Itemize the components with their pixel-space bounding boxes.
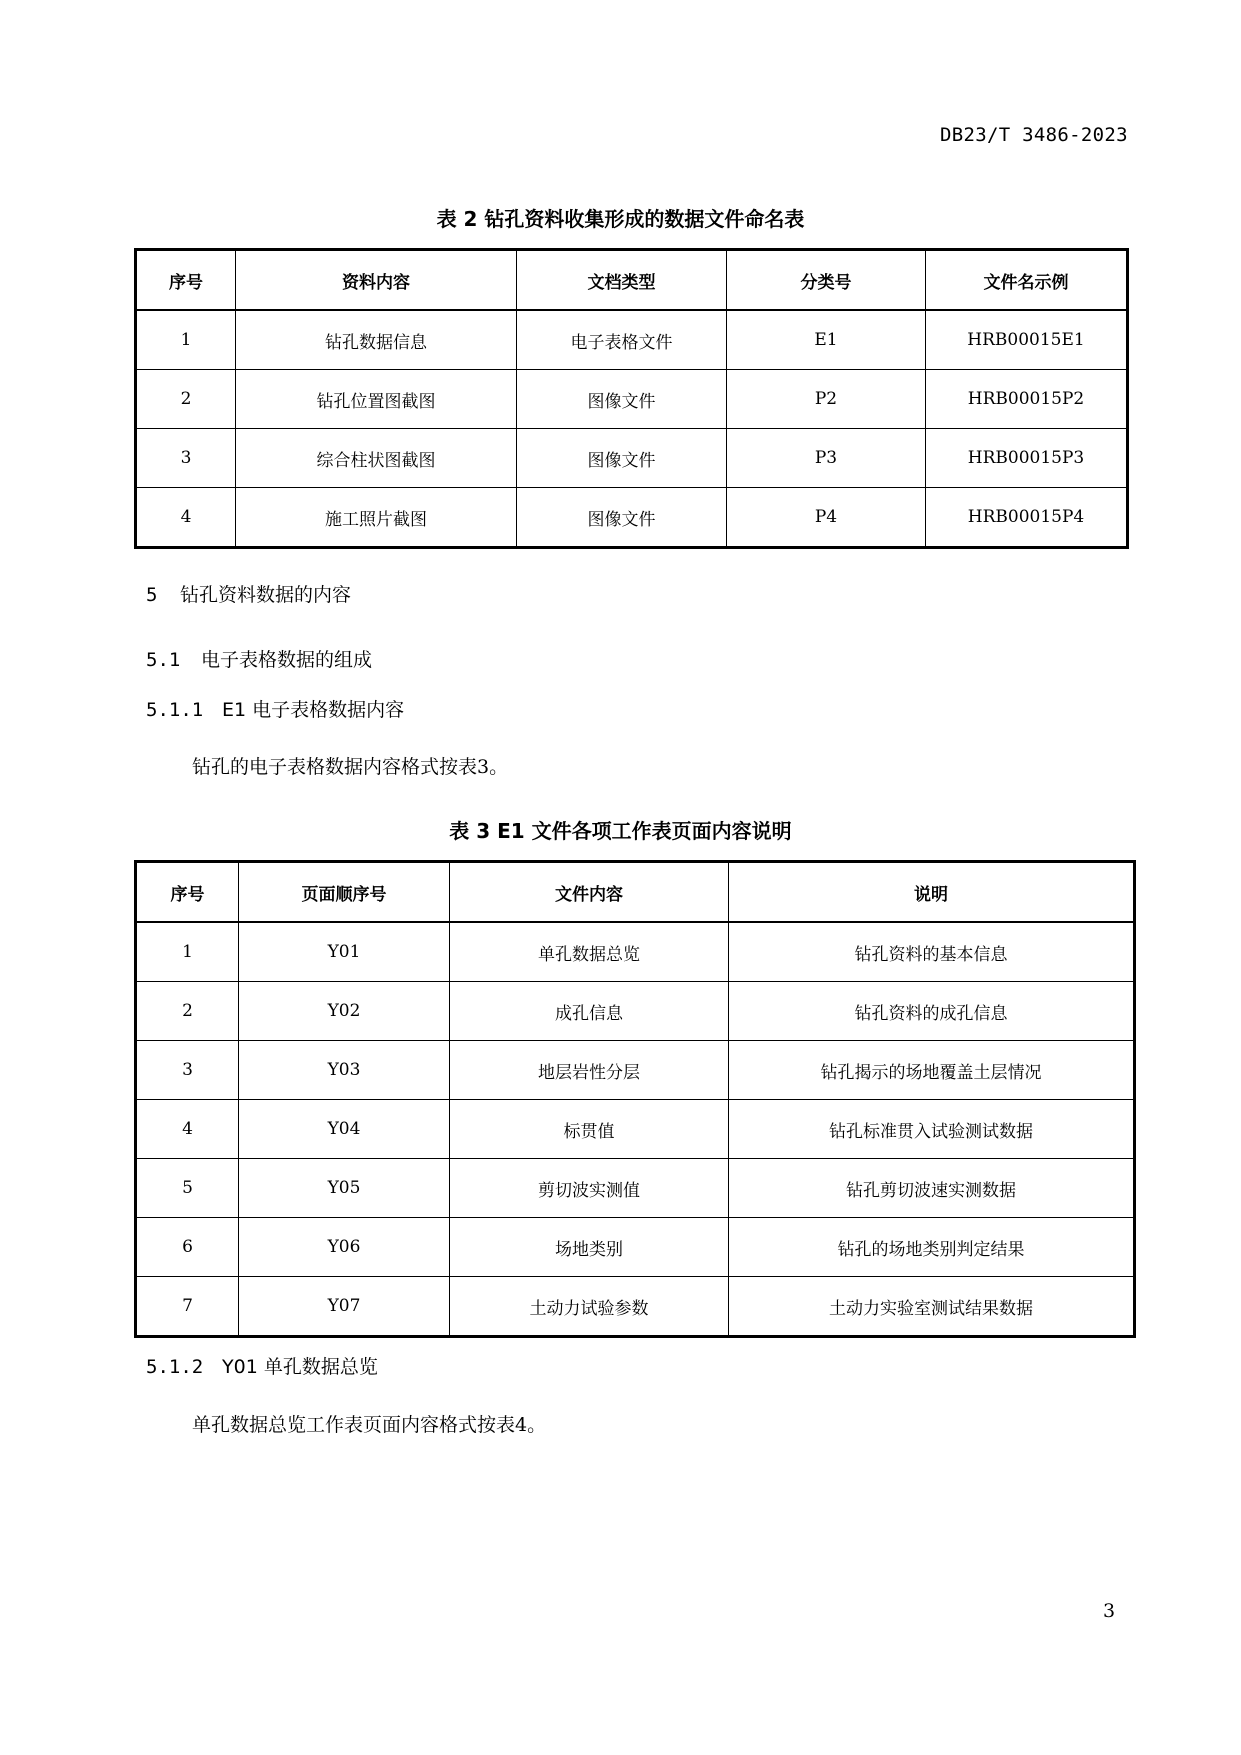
table-cell: 标贯值 — [450, 1100, 729, 1159]
table-cell: 4 — [136, 1100, 239, 1159]
table-row — [136, 1041, 1135, 1100]
table-cell: HRB00015P2 — [926, 370, 1128, 429]
table-cell: 钻孔位置图截图 — [236, 370, 517, 429]
section-title: 电子表格数据的组成 — [201, 649, 373, 671]
table-cell: 5 — [136, 1159, 239, 1218]
table-cell: 6 — [136, 1218, 239, 1277]
table2-header-cell: 资料内容 — [236, 250, 517, 311]
table-cell: P3 — [727, 429, 926, 488]
table-cell: 钻孔的场地类别判定结果 — [729, 1218, 1135, 1277]
table3-header-cell: 页面顺序号 — [239, 862, 450, 923]
paragraph: 钻孔的电子表格数据内容格式按表3。 — [192, 756, 509, 778]
table-cell: Y05 — [239, 1159, 450, 1218]
table2-header-cell: 文档类型 — [517, 250, 727, 311]
section-number: 5.1.1 — [146, 699, 204, 721]
table-cell: E1 — [727, 310, 926, 370]
section-title: E1 电子表格数据内容 — [222, 699, 405, 721]
table2-header-cell: 分类号 — [727, 250, 926, 311]
table-cell: 剪切波实测值 — [450, 1159, 729, 1218]
table-cell: 2 — [136, 370, 236, 429]
standard-code: DB23/T 3486-2023 — [940, 124, 1128, 146]
table-cell: 钻孔资料的基本信息 — [729, 922, 1135, 982]
table-row — [136, 1100, 1135, 1159]
table-cell: HRB00015E1 — [926, 310, 1128, 370]
table-cell: 土动力实验室测试结果数据 — [729, 1277, 1135, 1337]
section-5-1-heading — [146, 645, 372, 672]
table-cell: 施工照片截图 — [236, 488, 517, 548]
table-cell: P2 — [727, 370, 926, 429]
table-cell: HRB00015P4 — [926, 488, 1128, 548]
table3 — [134, 860, 1136, 1338]
paragraph: 单孔数据总览工作表页面内容格式按表4。 — [192, 1414, 547, 1436]
table-cell: Y02 — [239, 982, 450, 1041]
table-cell: 土动力试验参数 — [450, 1277, 729, 1337]
table-cell: 钻孔剪切波速实测数据 — [729, 1159, 1135, 1218]
table-cell: 图像文件 — [517, 370, 727, 429]
table3-header-cell: 序号 — [136, 862, 239, 923]
table-row — [136, 922, 1135, 982]
table-cell: 4 — [136, 488, 236, 548]
section-5-1-2-heading — [146, 1352, 378, 1379]
table-cell: 3 — [136, 1041, 239, 1100]
table2-caption: 表 2 钻孔资料收集形成的数据文件命名表 — [436, 207, 805, 231]
table-cell: 1 — [136, 310, 236, 370]
table-row — [136, 982, 1135, 1041]
table2 — [134, 248, 1129, 549]
table-cell: 单孔数据总览 — [450, 922, 729, 982]
section-5-1-1-heading — [146, 695, 404, 722]
page-number: 3 — [1103, 1600, 1116, 1622]
table-cell: P4 — [727, 488, 926, 548]
table2-header-cell: 序号 — [136, 250, 236, 311]
table-cell: Y01 — [239, 922, 450, 982]
table-row — [136, 1218, 1135, 1277]
table-cell: 2 — [136, 982, 239, 1041]
table3-header-cell: 文件内容 — [450, 862, 729, 923]
section-title: Y01 单孔数据总览 — [222, 1356, 378, 1378]
table-cell: Y04 — [239, 1100, 450, 1159]
table-row — [136, 429, 1128, 488]
table3-header-row — [136, 862, 1135, 923]
table2-header-row — [136, 250, 1128, 311]
table-cell: Y07 — [239, 1277, 450, 1337]
table3-header-cell: 说明 — [729, 862, 1135, 923]
section-title: 钻孔资料数据的内容 — [180, 584, 352, 606]
table-row — [136, 488, 1128, 548]
table-cell: 综合柱状图截图 — [236, 429, 517, 488]
table-cell: 3 — [136, 429, 236, 488]
section-number: 5.1.2 — [146, 1356, 204, 1378]
table-cell: 钻孔揭示的场地覆盖土层情况 — [729, 1041, 1135, 1100]
table-cell: 7 — [136, 1277, 239, 1337]
table-cell: 1 — [136, 922, 239, 982]
table2-header-cell: 文件名示例 — [926, 250, 1128, 311]
table-cell: Y06 — [239, 1218, 450, 1277]
section-number: 5.1 — [146, 649, 181, 671]
table-cell: 电子表格文件 — [517, 310, 727, 370]
table-cell: Y03 — [239, 1041, 450, 1100]
table-row — [136, 310, 1128, 370]
table-row — [136, 370, 1128, 429]
table-row — [136, 1277, 1135, 1337]
table-cell: 图像文件 — [517, 488, 727, 548]
table-cell: 成孔信息 — [450, 982, 729, 1041]
table-cell: 场地类别 — [450, 1218, 729, 1277]
table3-caption: 表 3 E1 文件各项工作表页面内容说明 — [449, 819, 792, 843]
table-cell: 地层岩性分层 — [450, 1041, 729, 1100]
table-cell: 钻孔标准贯入试验测试数据 — [729, 1100, 1135, 1159]
table-cell: 钻孔数据信息 — [236, 310, 517, 370]
table-cell: 图像文件 — [517, 429, 727, 488]
table-cell: HRB00015P3 — [926, 429, 1128, 488]
table-row — [136, 1159, 1135, 1218]
table-cell: 钻孔资料的成孔信息 — [729, 982, 1135, 1041]
section-5-heading — [146, 580, 351, 607]
section-number: 5 — [146, 584, 158, 606]
